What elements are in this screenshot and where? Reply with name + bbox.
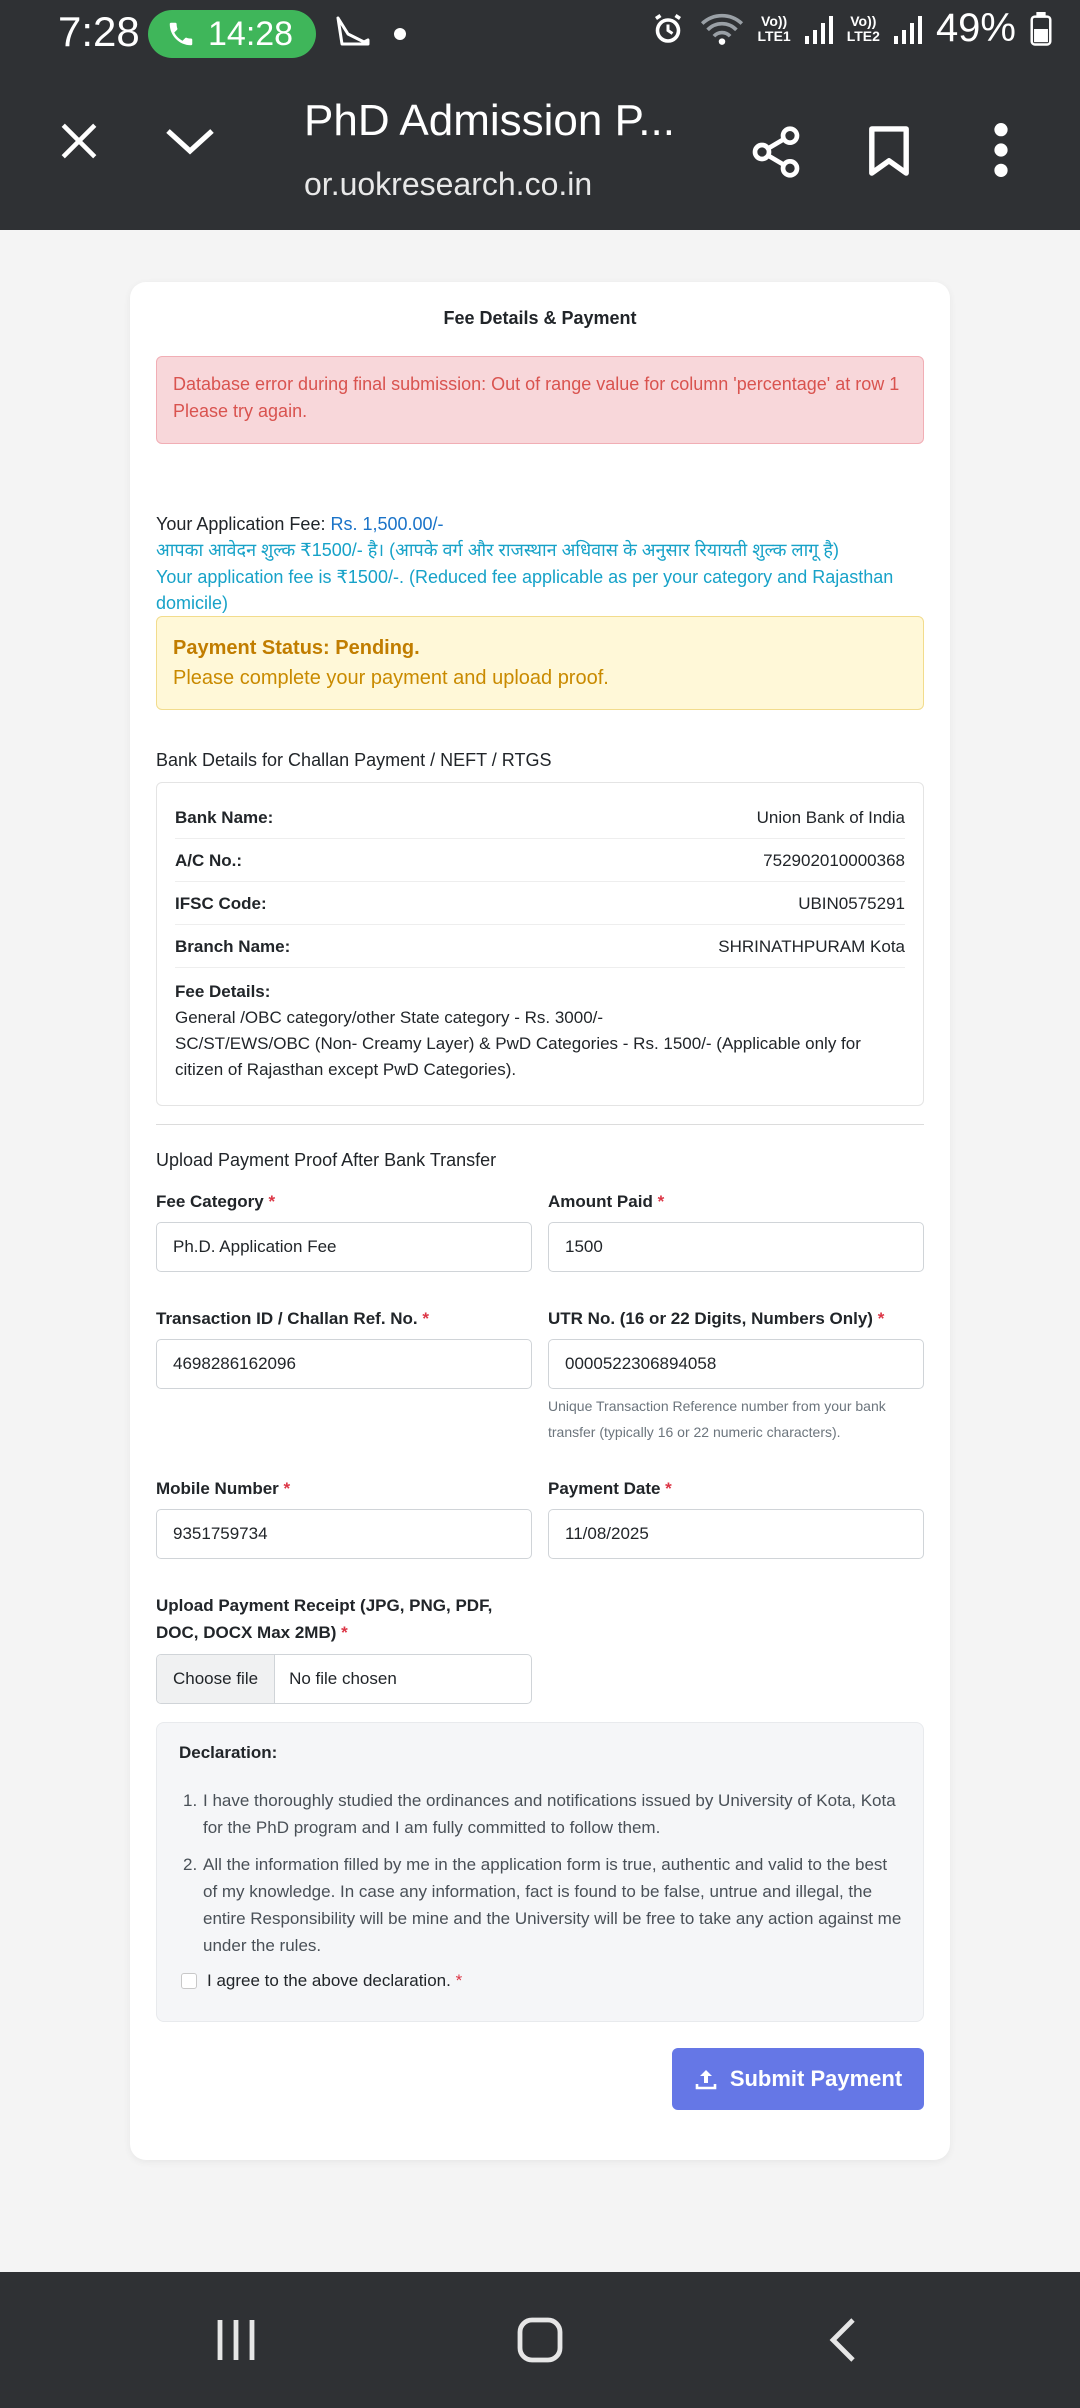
receipt-label: Upload Payment Receipt (JPG, PNG, PDF, DOC, DOCX Max 2MB) * xyxy=(156,1596,493,1642)
account-number-value: 752902010000368 xyxy=(763,850,905,870)
bank-details-heading: Bank Details for Challan Payment / NEFT / RTGS xyxy=(156,750,552,770)
file-status: No file chosen xyxy=(289,1669,397,1688)
account-number-label: A/C No.: xyxy=(175,850,243,870)
utr-help-text: Unique Transaction Reference number from your bank transfer (typically 16 or 22 numeric characters). xyxy=(548,1398,886,1440)
card-title: Fee Details & Payment xyxy=(443,308,637,328)
declaration-box xyxy=(156,1722,924,2022)
bank-details-box xyxy=(156,782,924,1106)
more-options-icon[interactable] xyxy=(992,122,1010,178)
fee-details-line-1: General /OBC category/other State category - Rs. 3000/- xyxy=(175,1008,604,1027)
amount-paid-label: Amount Paid * xyxy=(548,1192,665,1211)
receipt-file-input[interactable] xyxy=(156,1654,532,1704)
declaration-title: Declaration: xyxy=(179,1743,278,1762)
page-content xyxy=(0,230,1080,2272)
share-icon[interactable] xyxy=(748,124,804,180)
browser-toolbar xyxy=(0,68,1080,230)
fee-details-label: Fee Details: xyxy=(175,982,271,1001)
submit-payment-button[interactable] xyxy=(672,2048,924,2110)
status-bar xyxy=(0,0,1080,68)
url-text[interactable]: or.uokresearch.co.in xyxy=(304,166,593,202)
transaction-id-label: Transaction ID / Challan Ref. No. * xyxy=(156,1309,430,1328)
transaction-id-input[interactable]: 4698286162096 xyxy=(156,1339,532,1389)
bank-name-row xyxy=(175,797,905,839)
branch-row xyxy=(175,926,905,968)
upload-icon xyxy=(694,2067,718,2091)
declaration-item-2: 2. All the information filled by me in the application form is true, authentic and valid to the best of my knowledge. In case any information, fact is found to be false, untrue and illegal, the entire Responsibility will be mine and the University will be free to take any action against me under the rules. xyxy=(183,1855,902,1955)
back-icon[interactable] xyxy=(826,2316,860,2364)
fee-category-input[interactable]: Ph.D. Application Fee xyxy=(156,1222,532,1272)
bank-name-value: Union Bank of India xyxy=(756,807,905,827)
choose-file-button[interactable]: Choose file xyxy=(157,1655,275,1703)
network-label-1: Vo)) LTE1 xyxy=(757,12,791,44)
mobile-input[interactable]: 9351759734 xyxy=(156,1509,532,1559)
notification-dot-icon xyxy=(394,28,406,40)
amount-paid-input[interactable]: 1500 xyxy=(548,1222,924,1272)
close-icon[interactable] xyxy=(58,120,100,162)
hindi-fee-note: आपका आवेदन शुल्क ₹1500/- है। (आपके वर्ग और राजस्थान अधिवास के अनुसार रियायती शुल्क लागू है) xyxy=(156,540,839,560)
alarm-icon xyxy=(650,11,686,47)
signal-2-icon xyxy=(894,14,922,44)
payment-status-alert xyxy=(156,616,924,710)
payment-date-label: Payment Date * xyxy=(548,1479,672,1498)
payment-card xyxy=(130,282,950,2160)
fee-details xyxy=(175,979,905,1083)
utr-label: UTR No. (16 or 22 Digits, Numbers Only) * xyxy=(548,1309,885,1328)
bank-name-label: Bank Name: xyxy=(175,807,274,827)
agree-checkbox[interactable] xyxy=(181,1973,197,1989)
english-fee-note: Your application fee is ₹1500/-. (Reduced fee applicable as per your category and Rajasthan domicile) xyxy=(156,567,894,613)
battery-percent: 49% xyxy=(935,6,1016,50)
fee-category-label: Fee Category * xyxy=(156,1192,276,1211)
ifsc-value: UBIN0575291 xyxy=(798,893,905,913)
ifsc-row xyxy=(175,883,905,925)
upload-heading: Upload Payment Proof After Bank Transfer xyxy=(156,1150,497,1170)
branch-label: Branch Name: xyxy=(175,936,291,956)
phone-icon xyxy=(166,19,196,49)
payment-date-input[interactable]: 11/08/2025 xyxy=(548,1509,924,1559)
chevron-down-icon[interactable] xyxy=(164,124,216,158)
call-timer: 14:28 xyxy=(208,14,294,53)
payment-status-text: Please complete your payment and upload proof. xyxy=(173,667,609,689)
page-title: PhD Admission P... xyxy=(304,96,675,145)
application-fee xyxy=(156,514,444,535)
declaration-item-1: 1. I have thoroughly studied the ordinances and notifications issued by University of Kota, Kota for the PhD program and I am fully committed to follow them. xyxy=(183,1791,896,1837)
mobile-label: Mobile Number * xyxy=(156,1479,291,1498)
fee-details-line-2: SC/ST/EWS/OBC (Non- Creamy Layer) & PwD Categories - Rs. 1500/- (Applicable only for citizen of Rajasthan except PwD Categories). xyxy=(175,1034,861,1079)
network-label-2: Vo)) LTE2 xyxy=(846,12,880,44)
ifsc-label: IFSC Code: xyxy=(175,893,267,913)
account-number-row xyxy=(175,840,905,882)
divider xyxy=(156,1124,924,1125)
status-time: 7:28 xyxy=(58,8,140,55)
fee-label: Your Application Fee: xyxy=(156,514,331,534)
wifi-icon xyxy=(700,11,744,47)
payment-status-title: Payment Status: Pending. xyxy=(173,637,420,659)
error-alert: Database error during final submission: Out of range value for column 'percentage' at row 1 Please try again. xyxy=(156,356,924,444)
submit-label: Submit Payment xyxy=(729,2066,903,2091)
system-nav-bar xyxy=(0,2272,1080,2408)
agree-declaration[interactable]: I agree to the above declaration. * xyxy=(181,1971,462,1991)
battery-icon xyxy=(1030,12,1052,46)
utr-input[interactable]: 0000522306894058 xyxy=(548,1339,924,1389)
bookmark-icon[interactable] xyxy=(866,124,912,178)
signal-1-icon xyxy=(805,14,833,44)
ongoing-call-chip[interactable] xyxy=(148,10,316,58)
recent-apps-icon[interactable] xyxy=(214,2316,258,2364)
branch-value: SHRINATHPURAM Kota xyxy=(718,936,905,956)
home-icon[interactable] xyxy=(516,2316,564,2364)
agree-text: I agree to the above declaration. xyxy=(207,1971,451,1990)
fee-value: Rs. 1,500.00/- xyxy=(330,514,444,534)
activity-icon xyxy=(332,14,372,48)
